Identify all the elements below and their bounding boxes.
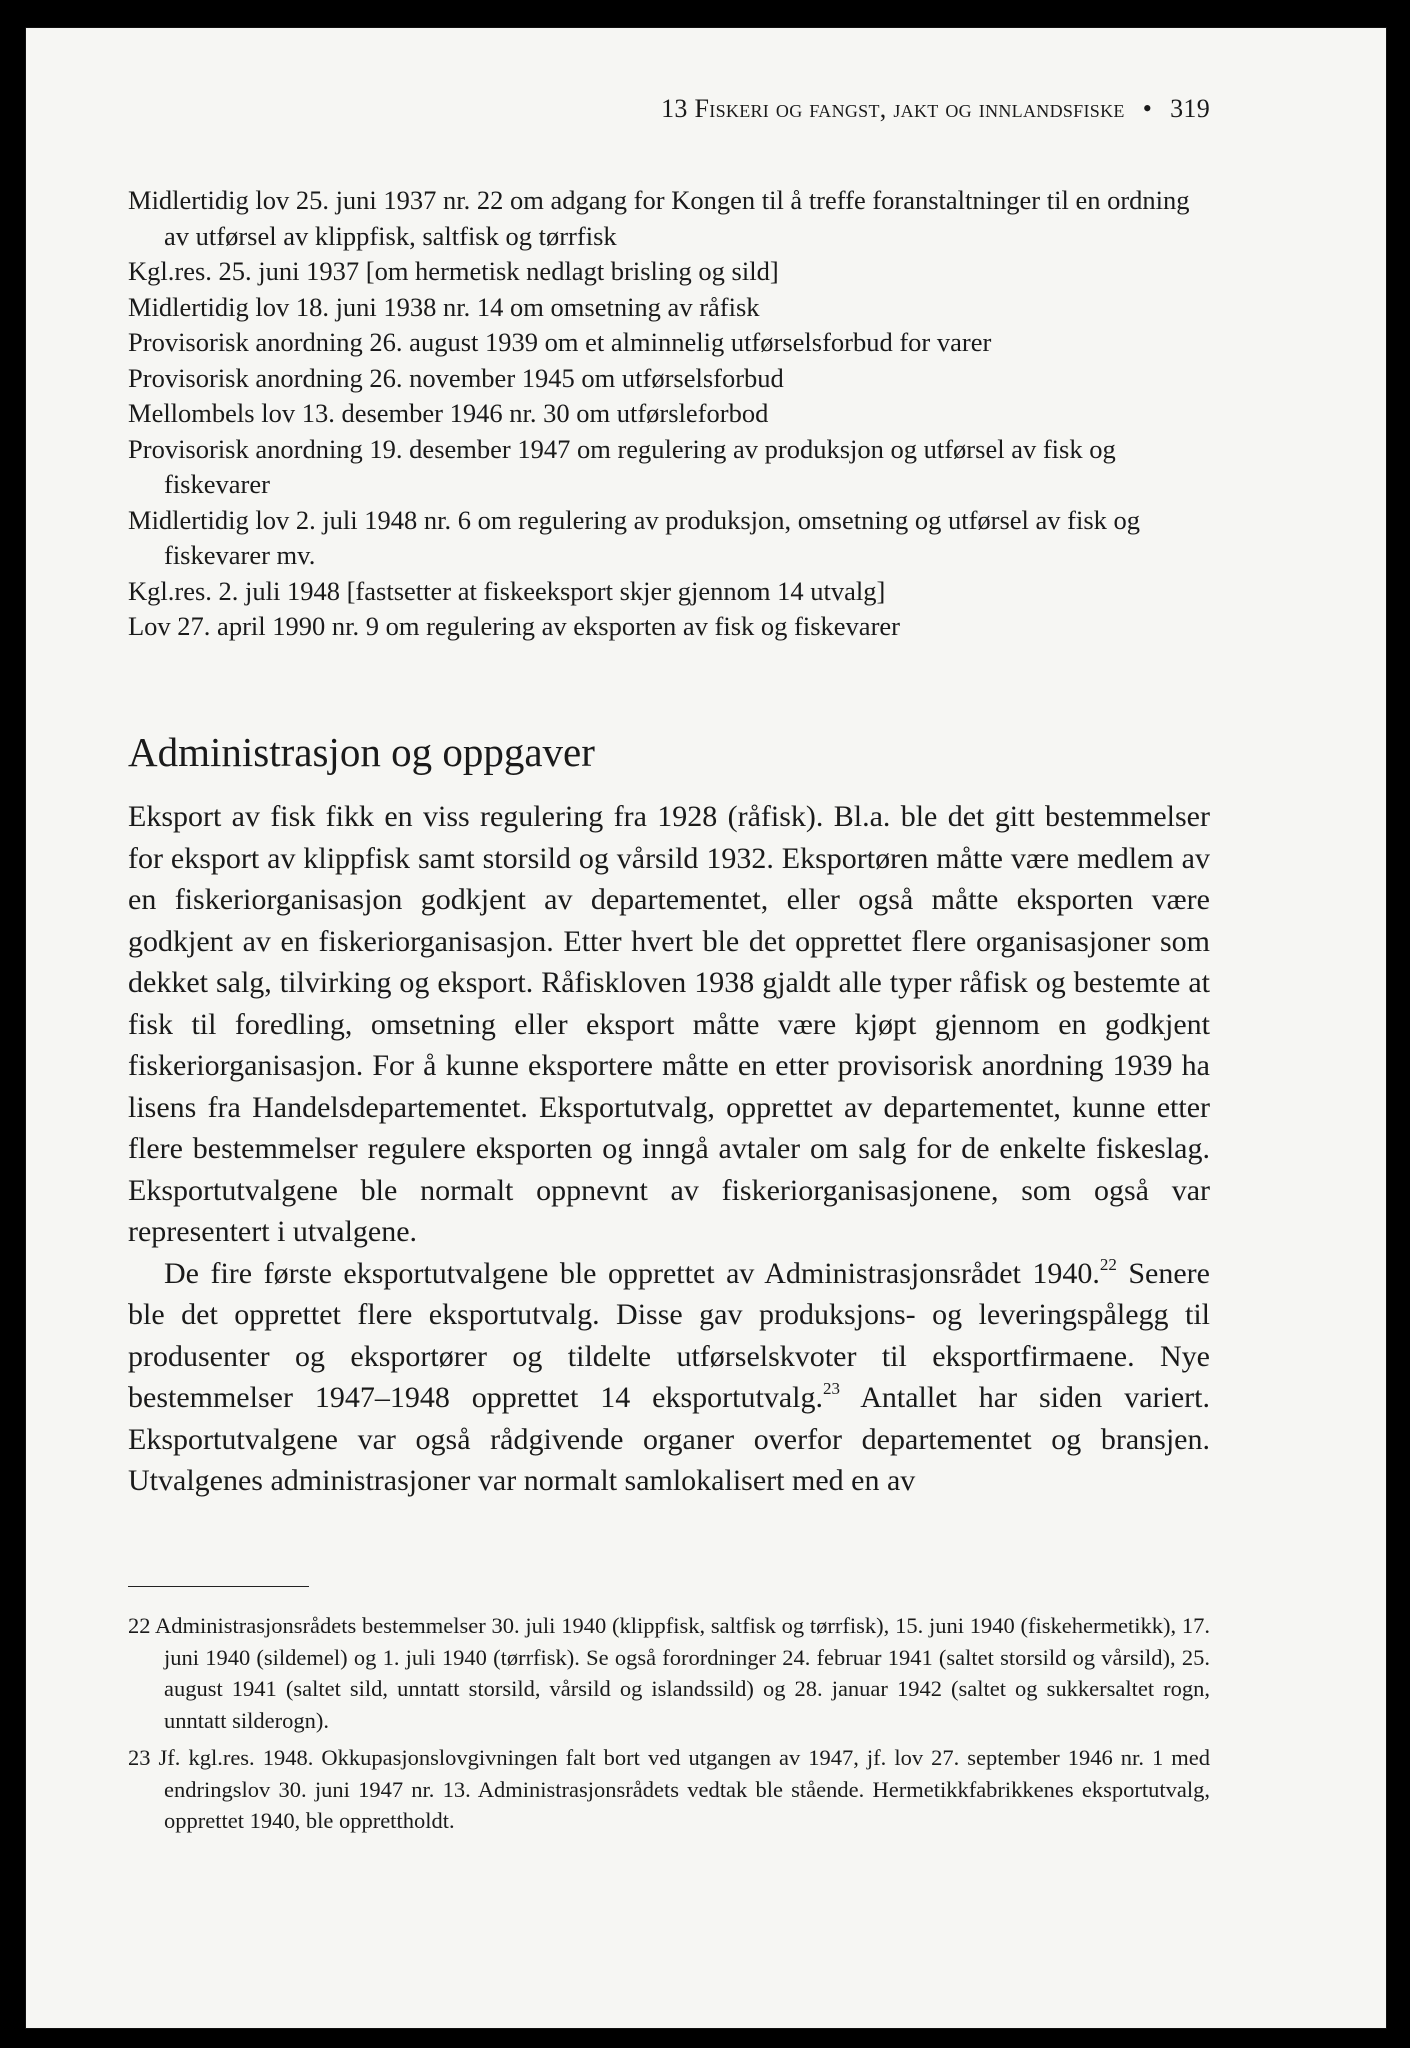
source-list	[128, 183, 1210, 645]
footnotes	[128, 1610, 1210, 1843]
footnote-number: 22	[128, 1613, 151, 1638]
footnote-text: Jf. kgl.res. 1948. Okkupasjonslovgivningen falt bort ved utgangen av 1947, jf. lov 27. september 1946 nr. 1 med endringslov 30. juni 1947 nr. 13. Administrasjonsrådets vedtak ble stående. Hermetikkfabrikkenes eksportutvalg, opprettet 1940, ble opprettholdt.	[150, 1745, 1210, 1833]
section-heading: Administrasjon og oppgaver	[128, 729, 595, 775]
footnote-23	[128, 1742, 1210, 1837]
source-entry: Kgl.res. 2. juli 1948 [fastsetter at fiskeeksport skjer gjennom 14 utvalg]	[128, 575, 886, 606]
page-number: 319	[1170, 94, 1210, 123]
paragraph-2-part-2: Senere ble det opprettet flere eksportutvalg. Disse gav produksjons- og leveringspålegg til produsenter og eksportører og tildelte utførselskvoter til eksportfirmaene. Nye bestemmelser 1947–1948 opprettet 14 eksportutvalg.	[128, 1256, 1210, 1414]
source-entry: Midlertidig lov 2. juli 1948 nr. 6 om regulering av produksjon, omsetning og utførsel av fisk og fiskevarer mv.	[128, 504, 1141, 570]
paragraph-1: Eksport av fisk fikk en viss regulering fra 1928 (råfisk). Bl.a. ble det gitt bestemmelser for eksport av klippfisk samt storsild og vårsild 1932. Eksportøren måtte være medlem av en fiskeriorganisasjon godkjent av departementet, eller også måtte eksporten være godkjent av en fiskeriorganisasjon. Etter hvert ble det opprettet flere organisasjoner som dekket salg, tilvirking og eksport. Råfiskloven 1938 gjaldt alle typer råfisk og bestemte at fisk til foredling, omsetning eller eksport måtte være kjøpt gjennom en godkjent fiskeriorganisasjon. For å kunne eksportere måtte en etter provisorisk anordning 1939 ha lisens fra Handelsdepartementet. Eksportutvalg, opprettet av departementet, kunne etter flere bestemmelser regulere eksporten og inngå avtaler om salg for de enkelte fiskeslag. Eksportutvalgene ble normalt oppnevnt av fiskeriorganisasjonene, som også var representert i utvalgene.	[128, 800, 1210, 1248]
footnote-ref-23[interactable]: 23	[822, 1379, 840, 1398]
paragraph-2-part-1: De fire første eksportutvalgene ble opprettet av Administrasjonsrådet 1940.	[164, 1256, 1100, 1290]
source-entry: Midlertidig lov 18. juni 1938 nr. 14 om omsetning av råfisk	[128, 291, 760, 322]
source-entry: Lov 27. april 1990 nr. 9 om regulering av eksporten av fisk og fiskevarer	[128, 611, 900, 641]
source-entry: Kgl.res. 25. juni 1937 [om hermetisk nedlagt brisling og sild]	[128, 256, 779, 286]
source-entry: Midlertidig lov 25. juni 1937 nr. 22 om adgang for Kongen til å treffe foranstaltninger til en ordning av utførsel av klippfisk, saltfisk og tørrfisk	[128, 185, 1190, 251]
source-entry: Provisorisk anordning 26. august 1939 om et alminnelig utførselsforbud for varer	[128, 327, 992, 357]
footnote-divider	[128, 1586, 309, 1587]
source-entry: Provisorisk anordning 19. desember 1947 om regulering av produksjon og utførsel av fisk og fiskevarer	[128, 433, 1116, 499]
body-text	[128, 796, 1210, 1502]
chapter-title: Fiskeri og fangst, jakt og innlandsfiske	[694, 94, 1125, 123]
paragraph-2	[128, 1253, 1210, 1502]
running-head	[128, 94, 1210, 124]
chapter-number: 13	[661, 94, 688, 123]
source-entry: Provisorisk anordning 26. november 1945 om utførselsforbud	[128, 362, 784, 393]
separator-bullet: •	[1142, 94, 1153, 123]
paragraph-2-part-3: Antallet har siden variert. Eksportutvalgene var også rådgivende organer overfor departementet og bransjen. Utvalgenes administrasjoner var normalt samlokalisert med en av	[128, 1381, 1210, 1497]
footnote-text: Administrasjonsrådets bestemmelser 30. juli 1940 (klippfisk, saltfisk og tørrfisk), 15. juni 1940 (fiskehermetikk), 17. juni 1940 (sildemel) og 1. juli 1940 (tørrfisk). Se også forordninger 24. februar 1941 (saltet storsild og vårsild), 25. august 1941 (saltet sild, unntatt storsild, vårsild og islandssild) og 28. januar 1942 (saltet og sukkersaltet rogn, unntatt silderogn).	[150, 1613, 1210, 1733]
footnote-ref-22[interactable]: 22	[1099, 1254, 1117, 1274]
footnote-22	[128, 1610, 1210, 1736]
source-entry: Mellombels lov 13. desember 1946 nr. 30 om utførsleforbod	[128, 398, 769, 428]
footnote-number: 23	[128, 1745, 151, 1770]
